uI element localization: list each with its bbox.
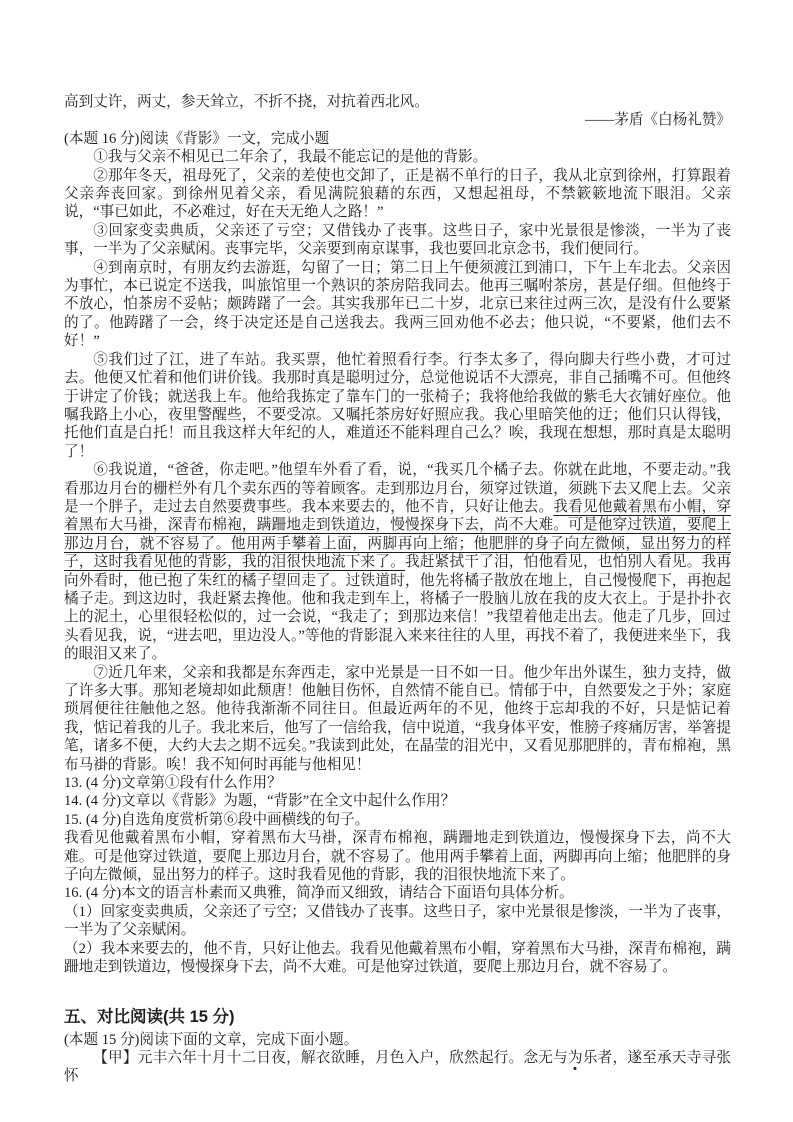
excerpt-attribution: ——茅盾《白杨礼赞》 — [585, 112, 731, 129]
question-16: 16. (4 分)本文的语言朴素而又典雅，简净而又细致，请结合下面语句具体分析。 — [64, 885, 574, 902]
question-14: 14. (4 分)文章以《背影》为题，“背影”在全文中起什么作用？ — [64, 793, 456, 810]
passage-jia-pre-text: 元丰六年十月十二日夜，解衣欲睡，月色入户，欣然起行。念无与 — [137, 1049, 568, 1066]
passage-paragraph-7: ⑦近几年来，父亲和我都是东奔西走，家中光景是一日不如一日。他少年出外谋生，独力支持，做了许多大事。那知老境却如此颓唐！他触目伤怀，自然情不能自已。情郁于中，自然要发之于外；家庭琐屑便往往触他之怒。他待我渐渐不同往日。但最近两年的不见，他终于忘却我的不好，只是惦记着我，惦记着我的儿子。我北来后，他写了一信给我，信中说道，“我身体平安，惟膀子疼痛厉害，举箸提笔，诸多不便，大约大去之期不远矣。”我读到此处，在晶莹的泪光中，又看见那肥胖的，青布棉袍，黑布马褂的背影。唉！我不知何时再能与他相见！ — [64, 664, 731, 773]
paragraph-6-pre-text: ⑥我说道，“爸爸，你走吧。”他望车外看了看，说，“我买几个橘子去。你就在此地，不要走动。”我看那边月台的栅栏外有几个卖东西的等着顾客。走到那边月台，须穿过铁道，须跳下去又爬上去。父亲是一个胖子，走过去自然要费事些。我本来要去的，他不肯，只好让他去。 — [64, 462, 731, 515]
passage-jia — [64, 1049, 731, 1086]
section-five-heading: 五、对比阅读(共 15 分) — [64, 1007, 235, 1026]
passage-paragraph-2: ②那年冬天，祖母死了，父亲的差使也交卸了，正是祸不单行的日子，我从北京到徐州，打算跟着父亲奔丧回家。到徐州见着父亲，看见满院狼藉的东西，又想起祖母，不禁簌簌地流下眼泪。父亲说，“事已如此，不必难过，好在天无绝人之路！” — [64, 167, 731, 221]
question-16-item-1: （1）回家变卖典质，父亲还了亏空；又借钱办了丧事。这些日子，家中光景很是惨淡，一半为了丧事，一半为了父亲赋闲。 — [64, 903, 731, 939]
paragraph-6-post-text: 我赶紧拭干了泪，怕他看见，也怕别人看见。我再向外看时，他已抱了朱红的橘子望回走了。过铁道时，他先将橘子散放在地上，自己慢慢爬下，再抱起橘子走。到这边时，我赶紧去搀他。他和我走到车上，将橘子一股脑儿放在我的皮大衣上。于是扑扑衣上的泥土，心里很轻松似的，过一会说，“我走了；到那边来信！”我望着他走出去。他走了几步，回过头看见我，说，“进去吧，里边没人。”等他的背影混入来来往往的人里，再找不着了，我便进来坐下，我的眼泪又来了。 — [64, 554, 731, 663]
reading-intro: (本题 16 分)阅读《背影》一文，完成小题 — [64, 130, 330, 147]
emphasized-char-wei: 为 — [567, 1049, 583, 1066]
underlined-sentence: 我看见他戴着黑布小帽，穿着黑布大马褂，深青布棉袍，蹒跚地走到铁道边，慢慢探身下去，尚不大难。可是他穿过铁道，要爬上那边月台，就不容易了。他用两手攀着上面，两脚再向上缩；他肥胖的身子向左微倾，显出努力的样子，这时我看见他的背影，我的泪很快地流下来了。 — [64, 498, 731, 571]
passage-paragraph-4: ④到南京时，有朋友约去游逛，勾留了一日；第二日上午便须渡江到浦口，下午上车北去。父亲因为事忙，本已说定不送我，叫旅馆里一个熟识的茶房陪我同去。他再三嘱咐茶房，甚是仔细。但他终于不放心，怕茶房不妥帖；颇踌躇了一会。其实我那年已二十岁，北京已来往过两三次，是没有什么要紧的了。他踌躇了一会，终于决定还是自己送我去。我两三回劝他不必去；他只说，“不要紧，他们去不好！” — [64, 259, 731, 350]
question-15: 15. (4 分)自选角度赏析第⑥段中画横线的句子。 — [64, 811, 370, 828]
passage-jia-post-text: 乐者，遂至承天寺寻张怀 — [64, 1049, 731, 1085]
question-13: 13. (4 分)文章第①段有什么作用？ — [64, 775, 282, 792]
section-five-comparative-reading — [64, 1007, 731, 1086]
passage-paragraph-6 — [64, 461, 731, 663]
passage-paragraph-3: ③回家变卖典质，父亲还了亏空；又借钱办了丧事。这些日子，家中光景很是惨淡，一半为了丧事，一半为了父亲赋闲。丧事完毕，父亲要到南京谋事，我也要回北京念书，我们便同行。 — [64, 222, 731, 258]
passage-jia-label: 【甲】 — [93, 1049, 138, 1066]
question-15-quoted-sentence: 我看见他戴着黑布小帽，穿着黑布大马褂，深青布棉袍，蹒跚地走到铁道边，慢慢探身下去，尚不大难。可是他穿过铁道，要爬上那边月台，就不容易了。他用两手攀着上面，两脚再向上缩；他肥胖的身子向左微倾，显出努力的样子。这时我看见他的背影，我的泪很快地流下来了。 — [64, 830, 731, 884]
passage-paragraph-1: ①我与父亲不相见已二年余了，我最不能忘记的是他的背影。 — [93, 149, 488, 166]
excerpt-last-line: 高到丈许，两丈，参天耸立，不折不挠，对抗着西北风。 — [64, 94, 429, 110]
passage-paragraph-5: ⑤我们过了江，进了车站。我买票，他忙着照看行李。行李太多了，得向脚夫行些小费，才可过去。他便又忙着和他们讲价钱。我那时真是聪明过分，总觉他说话不大漂亮，非自己插嘴不可。但他终于讲定了价钱；就送我上车。他给我拣定了靠车门的一张椅子；我将他给我做的紫毛大衣铺好座位。他嘱我路上小心，夜里警醒些，不要受凉。又嘱托茶房好好照应我。我心里暗笑他的迂；他们只认得钱，托他们直是白托！而且我这样大年纪的人，难道还不能料理自己么？唉，我现在想想，那时真是太聪明了！ — [64, 351, 731, 460]
page-content — [64, 93, 731, 1086]
section-five-intro: (本题 15 分)阅读下面的文章，完成下面小题。 — [64, 1031, 359, 1048]
reading-section-beiying — [64, 130, 731, 977]
question-16-item-2: （2）我本来要去的，他不肯，只好让他去。我看见他戴着黑布小帽，穿着黑布大马褂，深青布棉袍，蹒跚地走到铁道边，慢慢探身下去，尚不大难。可是他穿过铁道，要爬上那边月台，就不容易了。 — [64, 940, 731, 976]
